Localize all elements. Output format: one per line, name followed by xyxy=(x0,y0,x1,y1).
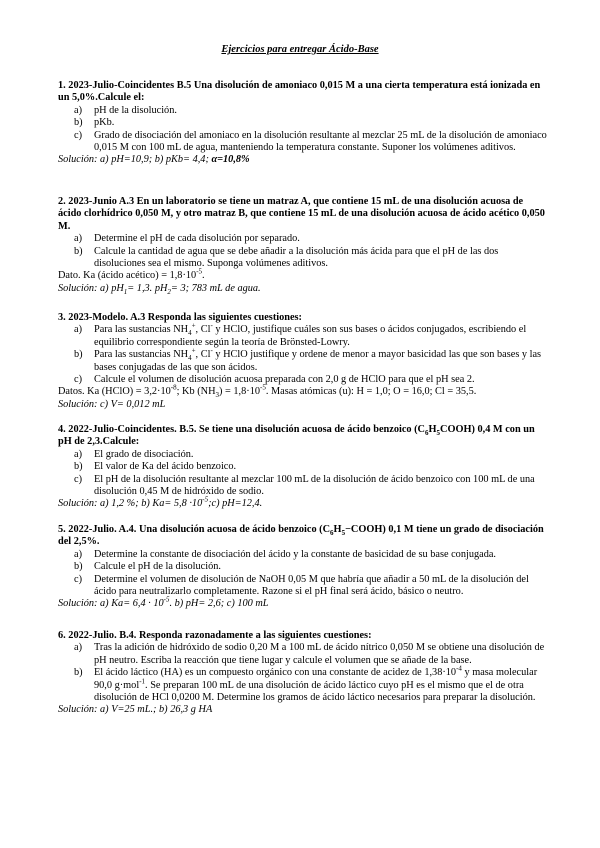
list-item xyxy=(58,474,548,499)
exercise-heading xyxy=(58,524,548,549)
exponent: -5 xyxy=(260,384,266,393)
subscript: 2 xyxy=(167,287,171,296)
heading-text: H xyxy=(333,524,342,535)
item-label: c) xyxy=(74,473,82,485)
superscript: - xyxy=(210,346,213,355)
item-text: Calcule el pH de la disolución. xyxy=(94,561,221,573)
item-text: El pH de la disolución resultante al mezclar 100 mL de la disolución de ácido benzoico con 100 mL de una disolución 0,45 M de hidróxido de sodio. xyxy=(94,473,535,498)
item-label: b) xyxy=(74,461,83,473)
item-text: Calcule la cantidad de agua que se debe añadir a la disolución más ácida para que el pH de las dos disoluciones sea el mismo. Suponga volúmenes aditivos. xyxy=(94,245,499,270)
solution-text: = 3; 783 mL de agua. xyxy=(170,282,261,294)
subscript: 6 xyxy=(330,529,334,538)
superscript: -4 xyxy=(456,664,462,673)
item-text: pH de la disolución. xyxy=(94,104,177,116)
solution-text: Solución: a) pH=10,9; b) pKb= 4,4; xyxy=(58,154,212,166)
heading-text: COOH) 0,4 M con un pH de 2,3.Calcule: xyxy=(58,424,535,448)
data-text: . Masas atómicas (u): H = 1,0; O = 16,0; Cl = 35,5. xyxy=(265,386,477,398)
list-item xyxy=(58,664,548,704)
exercise-3 xyxy=(58,312,548,411)
exercise-6 xyxy=(58,630,548,717)
item-text: , Cl xyxy=(195,349,211,361)
heading-text: −COOH) 0,1 M tiene un grado de disociación del 2,5%. xyxy=(58,524,544,548)
item-list xyxy=(58,549,548,599)
solution-text: Solución: a) Ka= 6,4 · 10 xyxy=(58,598,164,610)
list-item xyxy=(58,105,548,117)
item-label: a) xyxy=(74,448,82,460)
exponent: -5 xyxy=(202,496,209,505)
superscript: - xyxy=(210,321,213,330)
list-item xyxy=(58,130,548,155)
solution-text: = 1,3. pH xyxy=(127,282,168,294)
page-title: Ejercicios para entregar Ácido-Base xyxy=(221,44,379,55)
list-item xyxy=(58,321,548,349)
superscript: -1 xyxy=(139,677,146,686)
item-label: b) xyxy=(74,245,83,257)
solution xyxy=(58,154,548,166)
item-text: , Cl xyxy=(195,324,211,336)
solution-text: Solución: a) 1,2 %; b) Ka= 5,8 ·10 xyxy=(58,498,203,510)
item-label: b) xyxy=(74,349,83,361)
item-text: El ácido láctico (HA) es un compuesto orgánico con una constante de acidez de 1,38·10 xyxy=(94,667,457,679)
subscript: 5 xyxy=(436,429,441,438)
item-text: Determine el volumen de disolución de NaOH 0,05 M que habría que añadir a 50 mL de la disolución del ácido para neutralizarlo completamente. Razone si el pH final será ácido, básico o neutro. xyxy=(94,573,529,598)
heading-text: 4. 2022-Julio-Coincidentes. B.5. Se tiene una disolución acuosa de ácido benzoico (C xyxy=(58,424,425,435)
solution xyxy=(58,283,548,295)
list-item xyxy=(58,346,548,374)
solution xyxy=(58,598,548,610)
exponent: -5 xyxy=(196,268,203,277)
data-text: Datos. Ka (HClO) = 3,2·10 xyxy=(58,386,171,398)
item-list xyxy=(58,642,548,704)
list-item xyxy=(58,461,548,473)
subscript: 6 xyxy=(425,429,429,438)
solution-text: . b) pH= 2,6; c) 100 mL xyxy=(169,598,269,610)
solution-text: ;c) pH=12,4. xyxy=(208,498,263,510)
heading-text: 5. 2022-Julio. A.4. Una disolución acuosa de ácido benzoico (C xyxy=(58,524,331,535)
item-text: Determine el pH de cada disolución por separado. xyxy=(94,233,300,245)
item-list xyxy=(58,105,548,155)
solution-text: Solución: a) pH xyxy=(58,282,124,294)
data-line xyxy=(58,386,548,398)
item-label: c) xyxy=(74,573,82,585)
solution: Solución: c) V= 0,012 mL xyxy=(58,398,166,410)
superscript: + xyxy=(191,321,196,330)
item-text: Grado de disociación del amoniaco en la disolución resultante al mezclar 25 mL de la disolución de amoniaco 0,015 M con 100 mL de agua, manteniendo la temperatura constante. Suponer los volúmenes aditivos. xyxy=(94,129,547,154)
list-item xyxy=(58,574,548,599)
list-item xyxy=(58,374,548,386)
exercise-4 xyxy=(58,424,548,511)
data-text: ; Kb (NH xyxy=(176,386,216,398)
subscript: 5 xyxy=(341,529,346,538)
solution-alpha: α=10,8% xyxy=(211,154,250,166)
item-label: b) xyxy=(74,561,83,573)
item-text: . Se preparan 100 mL de una disolución de ácido láctico cuyo pH es el mismo que el de otra disolución de HCl 0,0200 M. Determine los gramos de ácido láctico necesarios para preparar la disolución. xyxy=(94,679,536,704)
item-text: El grado de disociación. xyxy=(94,448,194,460)
exercise-heading: 3. 2023-Modelo. A.3 Responda las siguientes cuestiones: xyxy=(58,312,302,323)
item-text: Tras la adición de hidróxido de sodio 0,20 M a 100 mL de ácido nítrico 0,050 M se obtiene una disolución de pH neutro. Escriba la reacción que tiene lugar y calcule el volumen que se añade de la base. xyxy=(94,642,545,666)
item-text: Calcule el volumen de disolución acuosa preparada con 2,0 g de HClO para que el pH sea 2. xyxy=(94,374,475,386)
subscript: 4 xyxy=(188,329,192,338)
list-item xyxy=(58,233,548,245)
item-text: Determine la constante de disociación del ácido y la constante de basicidad de su base conjugada. xyxy=(94,548,497,560)
item-label: b) xyxy=(74,117,83,129)
exercise-1 xyxy=(58,80,548,167)
item-label: a) xyxy=(74,233,82,245)
item-list xyxy=(58,449,548,499)
item-label: c) xyxy=(74,129,82,141)
exponent: -5 xyxy=(163,596,170,605)
list-item xyxy=(58,449,548,461)
list-item xyxy=(58,642,548,667)
exercise-5 xyxy=(58,524,548,611)
exercise-heading: 2. 2023-Junio A.3 En un laboratorio se tiene un matraz A, que contiene 15 mL de una disolución acuosa de ácido clorhídrico 0,050 M, y otro matraz B, que contiene 15 mL de una disolución acuosa de ácido acético 0,050 M. xyxy=(58,196,545,232)
data-line: Dato. Ka (ácido acético) = $1,8\cdot 10^{-5}$. xyxy=(58,268,205,282)
item-text: y masa molecular 90,0 g·mol xyxy=(94,667,538,691)
data-text: ) = 1,8·10 xyxy=(219,386,260,398)
heading-text: H xyxy=(428,424,437,435)
item-text: El valor de Ka del ácido benzoico. xyxy=(94,461,237,473)
exercise-2 xyxy=(58,196,548,295)
item-list xyxy=(58,233,548,270)
item-label: b) xyxy=(74,667,83,679)
subscript: 1 xyxy=(123,287,128,296)
list-item xyxy=(58,561,548,573)
list-item xyxy=(58,549,548,561)
exercise-heading xyxy=(58,424,548,449)
exponent: -8 xyxy=(170,384,177,393)
list-item xyxy=(58,246,548,271)
superscript: + xyxy=(191,346,196,355)
solution xyxy=(58,498,548,510)
item-text: Para las sustancias NH xyxy=(94,349,189,361)
item-label: c) xyxy=(74,374,82,386)
item-label: a) xyxy=(74,548,82,560)
item-text: pKb. xyxy=(94,117,115,129)
list-item xyxy=(58,117,548,129)
exercise-heading: 1. 2023-Julio-Coincidentes B.5 Una disolución de amoniaco 0,015 M a una cierta temperatura está ionizada en un 5,0%.Calcule el: xyxy=(58,80,541,104)
subscript: 3 xyxy=(215,391,220,400)
exercise-heading: 6. 2022-Julio. B.4. Responda razonadamente a las siguientes cuestiones: xyxy=(58,630,372,641)
item-label: a) xyxy=(74,324,82,336)
solution: Solución: a) V=25 mL.; b) 26,3 g HA xyxy=(58,704,213,716)
item-text: y HClO, justifique cuáles son sus bases o ácidos conjugados, escribiendo el equilibrio correspondiente según la teoría de Brönsted-Lowry. xyxy=(94,324,527,348)
item-list xyxy=(58,321,548,386)
item-label: a) xyxy=(74,104,82,116)
item-text: Para las sustancias NH xyxy=(94,324,189,336)
subscript: 4 xyxy=(188,354,192,363)
item-text: y HClO justifique y ordene de menor a mayor basicidad las que son bases y las bases conjugadas de las que son ácidos. xyxy=(94,349,542,373)
item-label: a) xyxy=(74,642,82,654)
data-text: Dato. Ka (ácido acético) = 1,8·10 xyxy=(58,270,197,282)
